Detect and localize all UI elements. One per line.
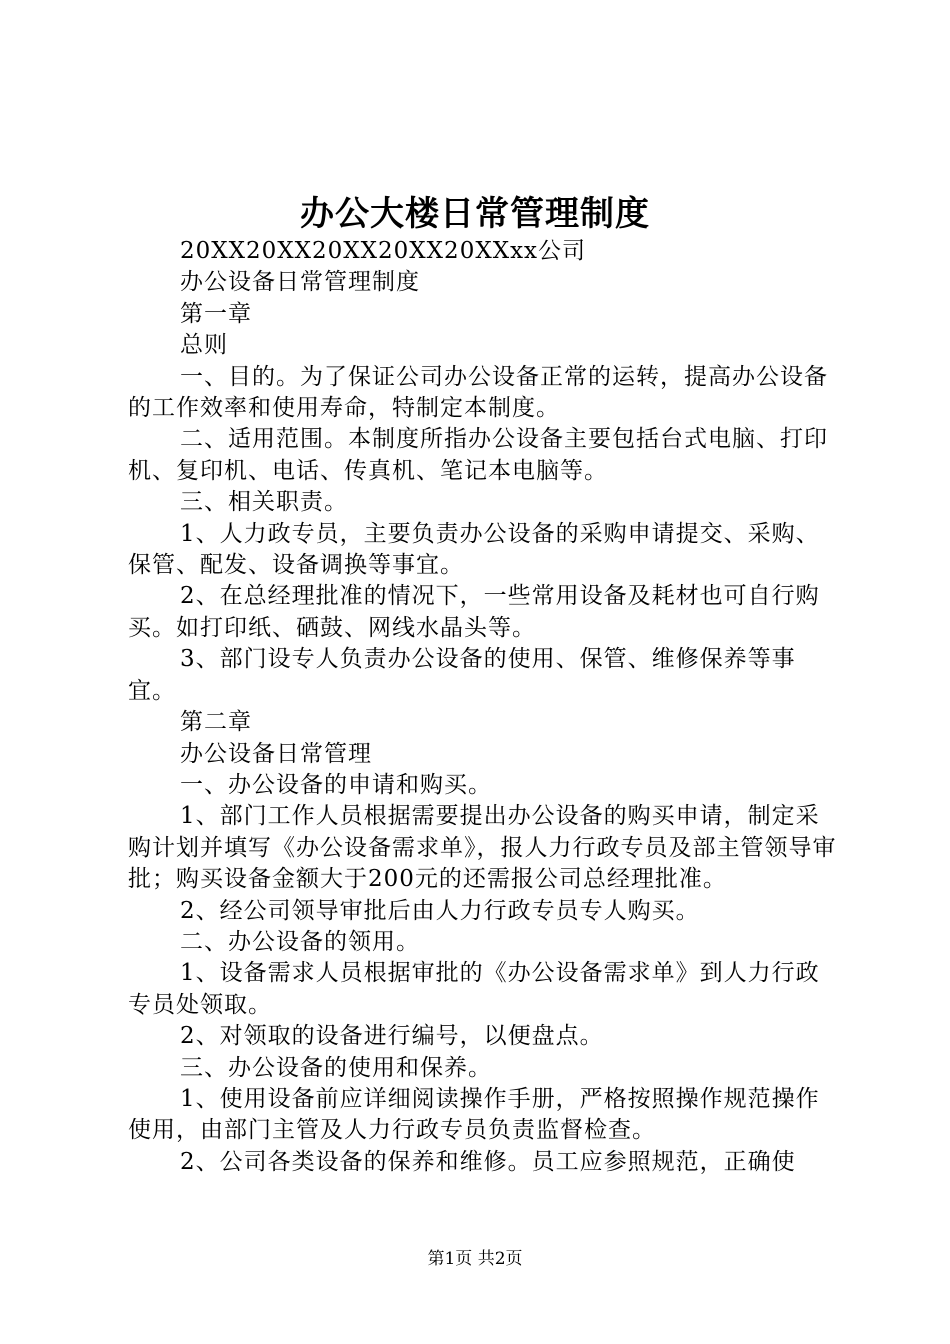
document-title: 办公大楼日常管理制度 xyxy=(300,194,650,234)
paragraph: 1、设备需求人员根据审批的《办公设备需求单》到人力行政专员处领取。 xyxy=(128,960,820,1018)
paragraph: 1、部门工作人员根据需要提出办公设备的购买申请，制定采购计划并填写《办公设备需求单》，报人力行政专员及部主管领导审批；购买设备金额大于200元的还需报公司总经理批准。 xyxy=(128,803,837,893)
paragraph: 2、经公司领导审批后由人力行政专员专人购买。 xyxy=(180,897,700,924)
page-footer: 第1页 共2页 xyxy=(427,1249,523,1269)
paragraph: 二、适用范围。本制度所指办公设备主要包括台式电脑、打印机、复印机、电话、传真机、笔记本电脑等。 xyxy=(128,426,828,484)
paragraph: 1、使用设备前应详细阅读操作手册，严格按照操作规范操作使用，由部门主管及人力行政专员负责监督检查。 xyxy=(128,1085,820,1144)
chapter-heading: 第二章 xyxy=(180,709,252,736)
section-heading: 办公设备日常管理 xyxy=(180,740,372,767)
paragraph: 1、人力政专员，主要负责办公设备的采购申请提交、采购、保管、配发、设备调换等事宜。 xyxy=(128,520,820,579)
document-body xyxy=(128,236,840,1178)
paragraph: 2、公司各类设备的保养和维修。员工应参照规范，正确使 xyxy=(180,1148,796,1175)
paragraph: 一、目的。为了保证公司办公设备正常的运转，提高办公设备的工作效率和使用寿命，特制定本制度。 xyxy=(128,363,828,422)
paragraph: 二、办公设备的领用。 xyxy=(180,928,420,955)
paragraph: 三、办公设备的使用和保养。 xyxy=(180,1054,492,1081)
paragraph: 2、对领取的设备进行编号，以便盘点。 xyxy=(180,1023,604,1050)
paragraph: 一、办公设备的申请和购买。 xyxy=(180,771,492,798)
paragraph: 20XX20XX20XX20XX20XXxx公司 xyxy=(180,238,587,264)
paragraph: 办公设备日常管理制度 xyxy=(180,269,420,296)
chapter-heading: 第一章 xyxy=(180,300,252,327)
paragraph: 3、部门设专人负责办公设备的使用、保管、维修保养等事宜。 xyxy=(128,646,796,704)
paragraph: 2、在总经理批准的情况下，一些常用设备及耗材也可自行购买。如打印纸、硒鼓、网线水晶头等。 xyxy=(128,583,820,641)
section-heading: 总则 xyxy=(180,332,228,359)
paragraph: 三、相关职责。 xyxy=(180,489,348,516)
